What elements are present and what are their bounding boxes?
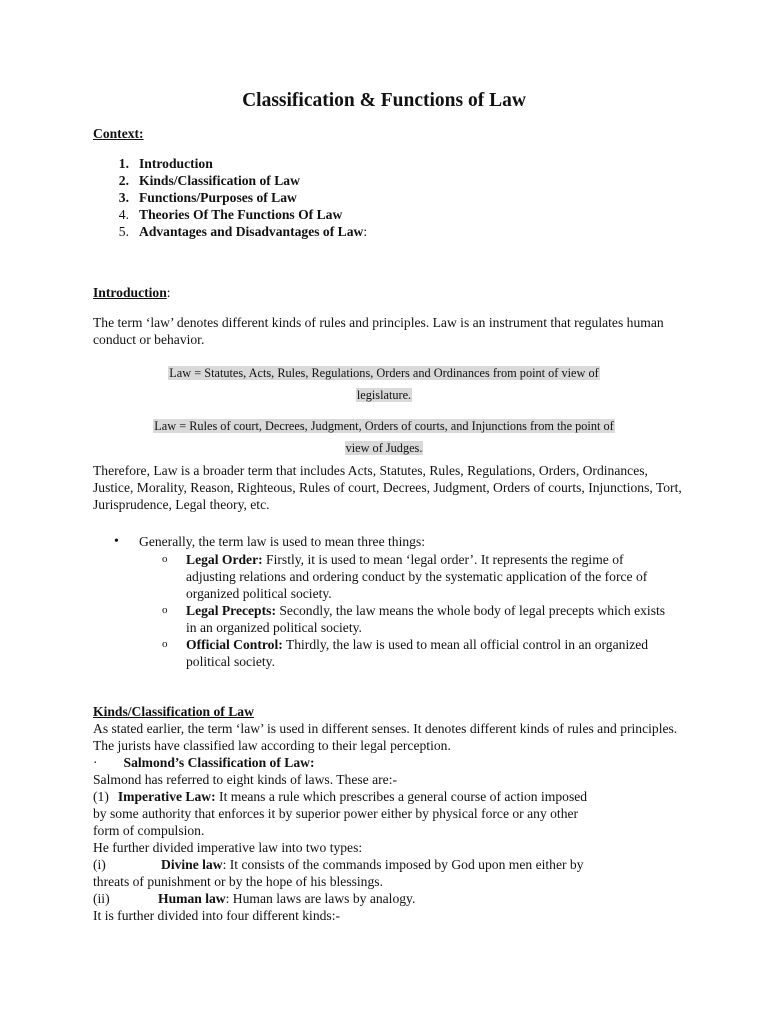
context-item-number: 2.	[118, 173, 129, 188]
legal-order-item	[186, 551, 676, 602]
definition-box-legislature	[0, 362, 768, 406]
sub-item-text: Thirdly, the law is used to mean all official control in an organized political society.	[186, 637, 649, 669]
introduction-heading-line	[93, 284, 171, 301]
legal-precepts-item	[186, 602, 676, 636]
official-control-item	[186, 636, 676, 670]
imperative-law-line	[93, 788, 587, 805]
circle-bullet-icon: o	[162, 638, 168, 650]
context-heading: Context:	[93, 126, 144, 141]
sub-item-text: Firstly, it is used to mean ‘legal order’. It represents the regime of adjusting relations and ordering conduct by the systematic application of the force of organized political society.	[186, 552, 648, 601]
imperative-number: (1)	[93, 789, 109, 804]
divine-law-line	[161, 856, 584, 873]
page-title: Classification & Functions of Law	[242, 90, 526, 111]
definition-line: Law = Rules of court, Decrees, Judgment, Orders of courts, and Injunctions from the point of	[154, 419, 614, 433]
definition-box-judges	[0, 415, 768, 459]
context-item-number: 3.	[118, 190, 129, 205]
circle-bullet-icon: o	[162, 604, 168, 616]
sub-item-label: Official Control:	[186, 637, 283, 652]
context-item-text: Theories Of The Functions Of Law	[139, 207, 343, 222]
context-item-text	[139, 223, 367, 240]
context-item-number: 5.	[118, 224, 129, 239]
kinds-heading: Kinds/Classification of Law	[93, 704, 254, 719]
context-item-text: Introduction	[139, 156, 213, 171]
human-text: : Human laws are laws by analogy.	[225, 891, 416, 906]
divided-line: He further divided imperative law into two types:	[93, 840, 363, 855]
context-item-suffix: :	[363, 224, 368, 239]
kinds-paragraph: As stated earlier, the term ‘law’ is used in different senses. It denotes different kinds of rules and principles. The jurists have classified law according to their legal perception.	[93, 721, 678, 753]
divine-law-line-2: threats of punishment or by the hope of his blessings.	[93, 874, 383, 889]
law-broader-term-paragraph: Therefore, Law is a broader term that includes Acts, Statutes, Rules, Regulations, Orders, Ordinances, Justice, Morality, Reason, Righteous, Rules of court, Decrees, Judgment, Orders of courts, Injunctions, Tort, Jurisprudence, Legal theory, etc.	[93, 463, 682, 512]
imperative-law-line-3: form of compulsion.	[93, 823, 205, 838]
bullet-icon: •	[114, 534, 119, 549]
divine-label: Divine law	[161, 857, 223, 872]
sub-item-text: Secondly, the law means the whole body of legal precepts which exists in an organized political society.	[186, 603, 666, 635]
definition-line: legislature.	[356, 388, 412, 402]
context-item-number: 4.	[118, 207, 129, 222]
context-item-label: Advantages and Disadvantages of Law	[139, 224, 364, 239]
salmond-heading: Salmond’s Classification of Law:	[123, 755, 315, 770]
imperative-law-line-2: by some authority that enforces it by superior power either by physical force or any other	[93, 806, 579, 821]
divine-law-number: (i)	[93, 857, 106, 872]
introduction-heading-suffix: :	[166, 285, 171, 300]
imperative-label: Imperative Law:	[117, 789, 216, 804]
sub-item-label: Legal Precepts:	[186, 603, 276, 618]
circle-bullet-icon: o	[162, 553, 168, 565]
divine-text: : It consists of the commands imposed by God upon men either by	[222, 857, 584, 872]
introduction-paragraph: The term ‘law’ denotes different kinds of rules and principles. Law is an instrument that regulates human conduct or behavior.	[93, 315, 664, 347]
context-item-text: Functions/Purposes of Law	[139, 190, 297, 205]
bullet-text: Generally, the term law is used to mean three things:	[139, 534, 426, 549]
sub-item-label: Legal Order:	[186, 552, 263, 567]
imperative-text: It means a rule which prescribes a general course of action imposed	[215, 789, 588, 804]
salmond-marker: ·	[93, 755, 98, 770]
salmond-heading-line	[93, 754, 315, 771]
introduction-heading: Introduction	[93, 285, 167, 300]
context-item-text: Kinds/Classification of Law	[139, 173, 300, 188]
definition-line: view of Judges.	[345, 441, 423, 455]
context-item-number: 1.	[118, 156, 129, 171]
human-law-line	[158, 890, 415, 907]
human-law-number: (ii)	[93, 891, 110, 906]
definition-line: Law = Statutes, Acts, Rules, Regulations, Orders and Ordinances from point of view of	[169, 366, 599, 380]
salmond-line: Salmond has referred to eight kinds of laws. These are:-	[93, 772, 398, 787]
human-label: Human law	[158, 891, 226, 906]
four-kinds-line: It is further divided into four different kinds:-	[93, 908, 341, 923]
